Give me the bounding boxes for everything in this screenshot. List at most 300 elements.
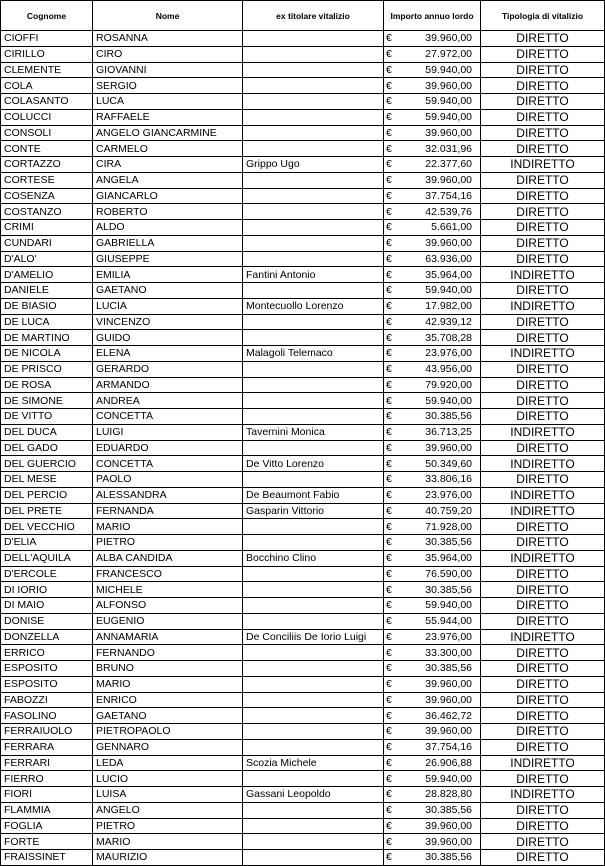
nome-cell: PIETRO xyxy=(93,535,243,551)
nome-cell: GABRIELLA xyxy=(93,235,243,251)
table-row xyxy=(1,818,605,834)
cognome-cell: DE NICOLA xyxy=(1,346,93,362)
nome-cell: ANDREA xyxy=(93,393,243,409)
table-row xyxy=(1,78,605,94)
header-nome: Nome xyxy=(93,1,243,31)
cognome-cell: DE VITTO xyxy=(1,409,93,425)
cognome-cell: DANIELE xyxy=(1,283,93,299)
importo-cell: 35.964,00 xyxy=(396,267,481,283)
importo-cell: 23.976,00 xyxy=(396,346,481,362)
currency-symbol: € xyxy=(384,487,396,503)
nome-cell: EUGENIO xyxy=(93,613,243,629)
table-row xyxy=(1,535,605,551)
ex-titolare-cell xyxy=(243,94,384,110)
cognome-cell: FERRARI xyxy=(1,755,93,771)
ex-titolare-cell xyxy=(243,440,384,456)
cognome-cell: DE LUCA xyxy=(1,314,93,330)
nome-cell: LUCIO xyxy=(93,771,243,787)
importo-cell: 39.960,00 xyxy=(396,818,481,834)
ex-titolare-cell xyxy=(243,251,384,267)
importo-cell: 59.940,00 xyxy=(396,393,481,409)
cognome-cell: DE PRISCO xyxy=(1,361,93,377)
table-row xyxy=(1,771,605,787)
currency-symbol: € xyxy=(384,424,396,440)
table-row xyxy=(1,188,605,204)
tipologia-cell: INDIRETTO xyxy=(481,456,605,472)
currency-symbol: € xyxy=(384,755,396,771)
currency-symbol: € xyxy=(384,724,396,740)
ex-titolare-cell: Scozia Michele xyxy=(243,755,384,771)
importo-cell: 59.940,00 xyxy=(396,94,481,110)
importo-cell: 22.377,60 xyxy=(396,157,481,173)
tipologia-cell: DIRETTO xyxy=(481,409,605,425)
table-row xyxy=(1,157,605,173)
tipologia-cell: INDIRETTO xyxy=(481,503,605,519)
cognome-cell: COSENZA xyxy=(1,188,93,204)
nome-cell: CONCETTA xyxy=(93,456,243,472)
currency-symbol: € xyxy=(384,818,396,834)
currency-symbol: € xyxy=(384,503,396,519)
currency-symbol: € xyxy=(384,377,396,393)
nome-cell: ALBA CANDIDA xyxy=(93,550,243,566)
currency-symbol: € xyxy=(384,598,396,614)
table-row xyxy=(1,346,605,362)
nome-cell: RAFFAELE xyxy=(93,109,243,125)
tipologia-cell: DIRETTO xyxy=(481,172,605,188)
importo-cell: 39.960,00 xyxy=(396,125,481,141)
cognome-cell: FOGLIA xyxy=(1,818,93,834)
currency-symbol: € xyxy=(384,157,396,173)
cognome-cell: CORTESE xyxy=(1,172,93,188)
cognome-cell: FLAMMIA xyxy=(1,802,93,818)
currency-symbol: € xyxy=(384,109,396,125)
importo-cell: 27.972,00 xyxy=(396,46,481,62)
importo-cell: 30.385,56 xyxy=(396,802,481,818)
currency-symbol: € xyxy=(384,802,396,818)
tipologia-cell: INDIRETTO xyxy=(481,424,605,440)
tipologia-cell: DIRETTO xyxy=(481,46,605,62)
currency-symbol: € xyxy=(384,141,396,157)
importo-cell: 39.960,00 xyxy=(396,676,481,692)
cognome-cell: FERRARA xyxy=(1,739,93,755)
importo-cell: 32.031,96 xyxy=(396,141,481,157)
table-body xyxy=(1,31,605,866)
cognome-cell: DEL PERCIO xyxy=(1,487,93,503)
tipologia-cell: DIRETTO xyxy=(481,251,605,267)
tipologia-cell: DIRETTO xyxy=(481,314,605,330)
cognome-cell: DELL'AQUILA xyxy=(1,550,93,566)
currency-symbol: € xyxy=(384,314,396,330)
table-row xyxy=(1,598,605,614)
cognome-cell: FIORI xyxy=(1,787,93,803)
tipologia-cell: DIRETTO xyxy=(481,440,605,456)
currency-symbol: € xyxy=(384,330,396,346)
table-row xyxy=(1,31,605,47)
table-row xyxy=(1,46,605,62)
tipologia-cell: INDIRETTO xyxy=(481,787,605,803)
table-row xyxy=(1,298,605,314)
nome-cell: FERNANDA xyxy=(93,503,243,519)
ex-titolare-cell xyxy=(243,141,384,157)
ex-titolare-cell xyxy=(243,377,384,393)
table-row xyxy=(1,330,605,346)
currency-symbol: € xyxy=(384,251,396,267)
nome-cell: ANGELA xyxy=(93,172,243,188)
table-row xyxy=(1,109,605,125)
header-tipologia: Tipologia di vitalizio xyxy=(481,1,605,31)
ex-titolare-cell: De Conciliis De Iorio Luigi xyxy=(243,629,384,645)
table-row xyxy=(1,393,605,409)
ex-titolare-cell xyxy=(243,692,384,708)
tipologia-cell: DIRETTO xyxy=(481,661,605,677)
tipologia-cell: DIRETTO xyxy=(481,109,605,125)
table-row xyxy=(1,834,605,850)
table-row xyxy=(1,550,605,566)
tipologia-cell: INDIRETTO xyxy=(481,755,605,771)
nome-cell: CIRA xyxy=(93,157,243,173)
importo-cell: 40.759,20 xyxy=(396,503,481,519)
ex-titolare-cell xyxy=(243,393,384,409)
currency-symbol: € xyxy=(384,834,396,850)
cognome-cell: D'ERCOLE xyxy=(1,566,93,582)
nome-cell: ROBERTO xyxy=(93,204,243,220)
table-row xyxy=(1,409,605,425)
ex-titolare-cell xyxy=(243,850,384,866)
cognome-cell: D'ELIA xyxy=(1,535,93,551)
nome-cell: FERNANDO xyxy=(93,645,243,661)
currency-symbol: € xyxy=(384,708,396,724)
importo-cell: 43.956,00 xyxy=(396,361,481,377)
tipologia-cell: DIRETTO xyxy=(481,330,605,346)
table-row xyxy=(1,708,605,724)
cognome-cell: D'ALO' xyxy=(1,251,93,267)
nome-cell: SERGIO xyxy=(93,78,243,94)
tipologia-cell: DIRETTO xyxy=(481,188,605,204)
cognome-cell: CUNDARI xyxy=(1,235,93,251)
cognome-cell: ESPOSITO xyxy=(1,661,93,677)
importo-cell: 42.939,12 xyxy=(396,314,481,330)
ex-titolare-cell xyxy=(243,818,384,834)
nome-cell: GIOVANNI xyxy=(93,62,243,78)
importo-cell: 59.940,00 xyxy=(396,109,481,125)
cognome-cell: CONSOLI xyxy=(1,125,93,141)
ex-titolare-cell xyxy=(243,708,384,724)
currency-symbol: € xyxy=(384,235,396,251)
table-row xyxy=(1,440,605,456)
nome-cell: LEDA xyxy=(93,755,243,771)
nome-cell: GIUSEPPE xyxy=(93,251,243,267)
ex-titolare-cell xyxy=(243,235,384,251)
currency-symbol: € xyxy=(384,440,396,456)
tipologia-cell: DIRETTO xyxy=(481,771,605,787)
table-row xyxy=(1,503,605,519)
importo-cell: 33.300,00 xyxy=(396,645,481,661)
tipologia-cell: INDIRETTO xyxy=(481,550,605,566)
ex-titolare-cell xyxy=(243,834,384,850)
cognome-cell: ESPOSITO xyxy=(1,676,93,692)
importo-cell: 30.385,56 xyxy=(396,582,481,598)
importo-cell: 33.806,16 xyxy=(396,472,481,488)
currency-symbol: € xyxy=(384,661,396,677)
importo-cell: 39.960,00 xyxy=(396,78,481,94)
nome-cell: MARIO xyxy=(93,834,243,850)
cognome-cell: DE ROSA xyxy=(1,377,93,393)
nome-cell: PAOLO xyxy=(93,472,243,488)
tipologia-cell: DIRETTO xyxy=(481,850,605,866)
cognome-cell: DE MARTINO xyxy=(1,330,93,346)
currency-symbol: € xyxy=(384,220,396,236)
importo-cell: 39.960,00 xyxy=(396,692,481,708)
nome-cell: PIETROPAOLO xyxy=(93,724,243,740)
currency-symbol: € xyxy=(384,298,396,314)
header-row xyxy=(1,1,605,31)
nome-cell: GENNARO xyxy=(93,739,243,755)
tipologia-cell: DIRETTO xyxy=(481,645,605,661)
importo-cell: 59.940,00 xyxy=(396,771,481,787)
tipologia-cell: DIRETTO xyxy=(481,582,605,598)
table-row xyxy=(1,283,605,299)
ex-titolare-cell xyxy=(243,125,384,141)
ex-titolare-cell: Bocchino Clino xyxy=(243,550,384,566)
ex-titolare-cell xyxy=(243,361,384,377)
nome-cell: LUCIA xyxy=(93,298,243,314)
tipologia-cell: DIRETTO xyxy=(481,613,605,629)
tipologia-cell: INDIRETTO xyxy=(481,487,605,503)
cognome-cell: COSTANZO xyxy=(1,204,93,220)
ex-titolare-cell xyxy=(243,535,384,551)
importo-cell: 39.960,00 xyxy=(396,31,481,47)
nome-cell: MICHELE xyxy=(93,582,243,598)
cognome-cell: DONZELLA xyxy=(1,629,93,645)
ex-titolare-cell xyxy=(243,109,384,125)
nome-cell: LUISA xyxy=(93,787,243,803)
table-row xyxy=(1,787,605,803)
cognome-cell: FIERRO xyxy=(1,771,93,787)
tipologia-cell: DIRETTO xyxy=(481,834,605,850)
cognome-cell: DI MAIO xyxy=(1,598,93,614)
ex-titolare-cell xyxy=(243,613,384,629)
currency-symbol: € xyxy=(384,739,396,755)
currency-symbol: € xyxy=(384,566,396,582)
table-row xyxy=(1,235,605,251)
table-row xyxy=(1,739,605,755)
table-row xyxy=(1,204,605,220)
ex-titolare-cell xyxy=(243,314,384,330)
importo-cell: 50.349,60 xyxy=(396,456,481,472)
nome-cell: ALDO xyxy=(93,220,243,236)
cognome-cell: D'AMELIO xyxy=(1,267,93,283)
currency-symbol: € xyxy=(384,629,396,645)
nome-cell: GERARDO xyxy=(93,361,243,377)
ex-titolare-cell xyxy=(243,676,384,692)
currency-symbol: € xyxy=(384,188,396,204)
tipologia-cell: DIRETTO xyxy=(481,235,605,251)
ex-titolare-cell xyxy=(243,739,384,755)
ex-titolare-cell xyxy=(243,409,384,425)
currency-symbol: € xyxy=(384,361,396,377)
tipologia-cell: DIRETTO xyxy=(481,204,605,220)
cognome-cell: FERRAIUOLO xyxy=(1,724,93,740)
cognome-cell: DEL DUCA xyxy=(1,424,93,440)
currency-symbol: € xyxy=(384,692,396,708)
importo-cell: 28.828,80 xyxy=(396,787,481,803)
tipologia-cell: DIRETTO xyxy=(481,708,605,724)
currency-symbol: € xyxy=(384,62,396,78)
tipologia-cell: DIRETTO xyxy=(481,535,605,551)
currency-symbol: € xyxy=(384,204,396,220)
importo-cell: 23.976,00 xyxy=(396,487,481,503)
ex-titolare-cell: Tavernini Monica xyxy=(243,424,384,440)
table-row xyxy=(1,314,605,330)
cognome-cell: DEL PRETE xyxy=(1,503,93,519)
ex-titolare-cell xyxy=(243,661,384,677)
nome-cell: CARMELO xyxy=(93,141,243,157)
nome-cell: ROSANNA xyxy=(93,31,243,47)
nome-cell: CONCETTA xyxy=(93,409,243,425)
table-row xyxy=(1,724,605,740)
tipologia-cell: INDIRETTO xyxy=(481,298,605,314)
tipologia-cell: DIRETTO xyxy=(481,62,605,78)
currency-symbol: € xyxy=(384,283,396,299)
table-row xyxy=(1,582,605,598)
currency-symbol: € xyxy=(384,409,396,425)
cognome-cell: COLASANTO xyxy=(1,94,93,110)
currency-symbol: € xyxy=(384,676,396,692)
table-row xyxy=(1,755,605,771)
importo-cell: 71.928,00 xyxy=(396,519,481,535)
currency-symbol: € xyxy=(384,267,396,283)
importo-cell: 23.976,00 xyxy=(396,629,481,645)
cognome-cell: DEL MESE xyxy=(1,472,93,488)
importo-cell: 36.713,25 xyxy=(396,424,481,440)
nome-cell: GAETANO xyxy=(93,283,243,299)
currency-symbol: € xyxy=(384,535,396,551)
tipologia-cell: DIRETTO xyxy=(481,472,605,488)
importo-cell: 30.385,56 xyxy=(396,409,481,425)
nome-cell: MARIO xyxy=(93,676,243,692)
table-row xyxy=(1,487,605,503)
nome-cell: CIRO xyxy=(93,46,243,62)
currency-symbol: € xyxy=(384,582,396,598)
tipologia-cell: DIRETTO xyxy=(481,141,605,157)
tipologia-cell: DIRETTO xyxy=(481,724,605,740)
currency-symbol: € xyxy=(384,31,396,47)
nome-cell: ALFONSO xyxy=(93,598,243,614)
ex-titolare-cell xyxy=(243,598,384,614)
nome-cell: GIANCARLO xyxy=(93,188,243,204)
nome-cell: FRANCESCO xyxy=(93,566,243,582)
ex-titolare-cell: De Beaumont Fabio xyxy=(243,487,384,503)
importo-cell: 42.539,76 xyxy=(396,204,481,220)
importo-cell: 26.906,88 xyxy=(396,755,481,771)
currency-symbol: € xyxy=(384,393,396,409)
table-row xyxy=(1,519,605,535)
nome-cell: EMILIA xyxy=(93,267,243,283)
currency-symbol: € xyxy=(384,46,396,62)
cognome-cell: DEL GUERCIO xyxy=(1,456,93,472)
importo-cell: 59.940,00 xyxy=(396,62,481,78)
ex-titolare-cell: Malagoli Telemaco xyxy=(243,346,384,362)
cognome-cell: FASOLINO xyxy=(1,708,93,724)
nome-cell: VINCENZO xyxy=(93,314,243,330)
importo-cell: 35.708,28 xyxy=(396,330,481,346)
ex-titolare-cell: Gassani Leopoldo xyxy=(243,787,384,803)
ex-titolare-cell xyxy=(243,62,384,78)
tipologia-cell: INDIRETTO xyxy=(481,629,605,645)
currency-symbol: € xyxy=(384,771,396,787)
currency-symbol: € xyxy=(384,456,396,472)
importo-cell: 55.944,00 xyxy=(396,613,481,629)
table-row xyxy=(1,456,605,472)
currency-symbol: € xyxy=(384,613,396,629)
header-ex-titolare: ex titolare vitalizio xyxy=(243,1,384,31)
cognome-cell: DI IORIO xyxy=(1,582,93,598)
ex-titolare-cell: Montecuollo Lorenzo xyxy=(243,298,384,314)
table-row xyxy=(1,850,605,866)
currency-symbol: € xyxy=(384,125,396,141)
table-row xyxy=(1,172,605,188)
tipologia-cell: DIRETTO xyxy=(481,377,605,393)
tipologia-cell: DIRETTO xyxy=(481,78,605,94)
importo-cell: 59.940,00 xyxy=(396,598,481,614)
ex-titolare-cell xyxy=(243,283,384,299)
cognome-cell: DEL GADO xyxy=(1,440,93,456)
ex-titolare-cell xyxy=(243,566,384,582)
importo-cell: 30.385,56 xyxy=(396,850,481,866)
cognome-cell: CORTAZZO xyxy=(1,157,93,173)
nome-cell: GAETANO xyxy=(93,708,243,724)
table-row xyxy=(1,377,605,393)
nome-cell: PIETRO xyxy=(93,818,243,834)
cognome-cell: COLA xyxy=(1,78,93,94)
tipologia-cell: INDIRETTO xyxy=(481,267,605,283)
ex-titolare-cell: Fantini Antonio xyxy=(243,267,384,283)
currency-symbol: € xyxy=(384,787,396,803)
importo-cell: 39.960,00 xyxy=(396,440,481,456)
currency-symbol: € xyxy=(384,645,396,661)
header-cognome: Cognome xyxy=(1,1,93,31)
tipologia-cell: INDIRETTO xyxy=(481,157,605,173)
importo-cell: 37.754,16 xyxy=(396,739,481,755)
currency-symbol: € xyxy=(384,472,396,488)
tipologia-cell: DIRETTO xyxy=(481,393,605,409)
table-row xyxy=(1,692,605,708)
nome-cell: ELENA xyxy=(93,346,243,362)
ex-titolare-cell xyxy=(243,78,384,94)
table-row xyxy=(1,613,605,629)
ex-titolare-cell xyxy=(243,188,384,204)
importo-cell: 36.462,72 xyxy=(396,708,481,724)
importo-cell: 17.982,00 xyxy=(396,298,481,314)
ex-titolare-cell: Grippo Ugo xyxy=(243,157,384,173)
currency-symbol: € xyxy=(384,850,396,866)
tipologia-cell: DIRETTO xyxy=(481,566,605,582)
currency-symbol: € xyxy=(384,550,396,566)
cognome-cell: DEL VECCHIO xyxy=(1,519,93,535)
nome-cell: LUIGI xyxy=(93,424,243,440)
tipologia-cell: DIRETTO xyxy=(481,125,605,141)
ex-titolare-cell xyxy=(243,724,384,740)
ex-titolare-cell xyxy=(243,31,384,47)
ex-titolare-cell xyxy=(243,582,384,598)
importo-cell: 39.960,00 xyxy=(396,724,481,740)
table-row xyxy=(1,645,605,661)
importo-cell: 30.385,56 xyxy=(396,535,481,551)
importo-cell: 63.936,00 xyxy=(396,251,481,267)
table-row xyxy=(1,472,605,488)
nome-cell: ARMANDO xyxy=(93,377,243,393)
table-row xyxy=(1,629,605,645)
